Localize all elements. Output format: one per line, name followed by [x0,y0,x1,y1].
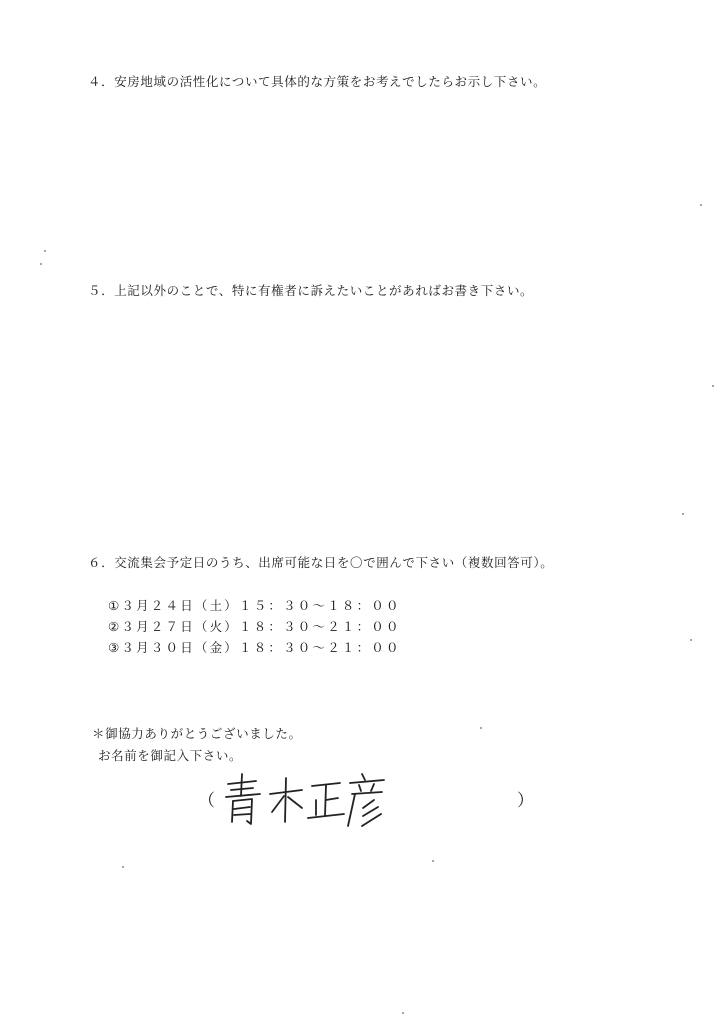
scan-speck [690,639,692,641]
date-option-2: ②３月２７日（火）１８：３０～２１：００ [108,619,401,634]
question-6: ６．交流集会予定日のうち、出席可能な日を〇で囲んで下さい（複数回答可）。 [88,555,554,570]
scan-speck [682,513,684,515]
question-5: ５．上記以外のことで、特に有権者に訴えたいことがあればお書き下さい。 [88,283,534,298]
scan-speck [402,1012,404,1014]
scan-speck [122,866,124,868]
date-option-3: ③３月３０日（金）１８：３０～２１：００ [108,640,401,655]
question-4: ４．安房地域の活性化について具体的な方策をお考えでしたらお示し下さい。 [88,74,547,89]
scan-speck [40,263,42,265]
thanks-note: ＊御協力ありがとうございました。 [92,726,302,741]
scan-speck [44,250,46,252]
scan-speck [480,727,482,729]
open-parenthesis: （ [198,791,215,811]
scan-speck [432,860,434,862]
scan-speck [712,385,714,387]
scan-speck [700,204,702,206]
name-prompt: お名前を御記入下さい。 [98,748,243,763]
date-option-1: ①３月２４日（土）１５：３０～１８：００ [108,598,401,613]
handwritten-signature [222,770,392,830]
close-parenthesis: ） [517,791,534,811]
